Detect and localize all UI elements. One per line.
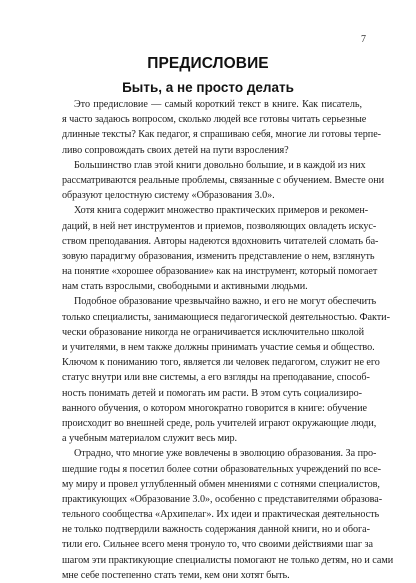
text-line: Это предисловие — самый короткий текст в книге. Как писатель,: [74, 99, 362, 110]
page-number: 7: [361, 34, 366, 45]
chapter-subheading: Быть, а не просто делать: [122, 80, 294, 95]
text-line: даций, в ней нет инструментов и приемов, позволяющих овладеть искус-: [62, 220, 377, 232]
chapter-heading: ПРЕДИСЛОВИЕ: [147, 55, 269, 72]
text-line: зовую парадигму образования, изменить представление о нем, взглянуть: [62, 250, 375, 262]
text-line: тельного сообщества «Архипелаг». Их идеи и практическая деятельность: [62, 509, 380, 521]
text-line: нам стать взрослыми, свободными и активными людьми.: [62, 281, 308, 293]
text-line: ливо сопровождать своих детей на пути взросления?: [62, 144, 289, 156]
text-line: и учителями, в нем также должны принимать участие семья и общество.: [62, 342, 375, 353]
paragraph: [62, 203, 379, 294]
text-line: тили его. Сильнее всего меня тронуло то, что своими действиями шаг за: [62, 539, 373, 551]
text-line: шедшие годы я посетил более сотни образовательных учреждений по все-: [62, 463, 382, 475]
text-line: Большинство глав этой книги довольно большие, и в каждой из них: [74, 159, 366, 171]
text-line: только специалисты, занимающиеся педагогической деятельностью. Факти-: [62, 311, 390, 323]
text-line: Отрадно, что многие уже вовлечены в эволюцию образования. За про-: [74, 448, 377, 460]
text-line: чески образование никогда не ограничивается исключительно школой: [62, 326, 365, 338]
text-line: а учебным материалом служит весь мир.: [62, 433, 238, 445]
text-line: статус внутри или вне системы, а его взгляды на преподавание, способ-: [62, 372, 370, 384]
paragraph: [62, 294, 390, 446]
text-line: рассматриваются реальные проблемы, связанные с обучением. Вместе они: [62, 174, 384, 186]
paragraph: [62, 158, 384, 204]
text-line: ность понимать детей и помогать им расти. В этом суть социализиро-: [62, 387, 362, 399]
text-line: происходит во внешней среде, роль учителей играют окружающие люди,: [62, 417, 377, 429]
text-line: Подобное образование чрезвычайно важно, и его не могут обеспечить: [74, 296, 377, 308]
text-line: я часто задаюсь вопросом, сколько людей все готовы читать серьезные: [62, 114, 367, 126]
text-line: мне себе постепенно стать теми, кем они хотят быть.: [62, 569, 290, 581]
text-line: не только подтвердили важность содержания данной книги, но и обога-: [62, 524, 370, 536]
body-text: [62, 97, 394, 583]
text-line: ванного обучения, о котором многократно говорится в книге: обучение: [62, 402, 367, 414]
text-line: длинные тексты? Как педагог, я спрашиваю себя, многие ли готовы терпе-: [62, 129, 382, 141]
paragraph: [62, 97, 382, 158]
paragraph: [62, 446, 394, 583]
text-line: ством преподавания. Авторы надеются вдохновить читателей сломать ба-: [62, 235, 379, 247]
text-line: шагом эти практикующие специалисты помогают не только детям, но и сами: [62, 554, 394, 566]
text-line: практикующих «Образование 3.0», особенно с представителями образова-: [62, 493, 383, 505]
text-line: на понятие «хорошее образование» как на инструмент, который помогает: [62, 266, 378, 278]
text-line: Хотя книга содержит множество практических примеров и рекомен-: [74, 205, 369, 217]
text-line: му миру и провел углубленный обмен мнениями с сотнями специалистов,: [62, 478, 380, 490]
text-line: Ключом к пониманию того, является ли человек педагогом, служит не его: [62, 357, 380, 369]
text-line: образуют целостную систему «Образования 3.0».: [62, 190, 275, 202]
